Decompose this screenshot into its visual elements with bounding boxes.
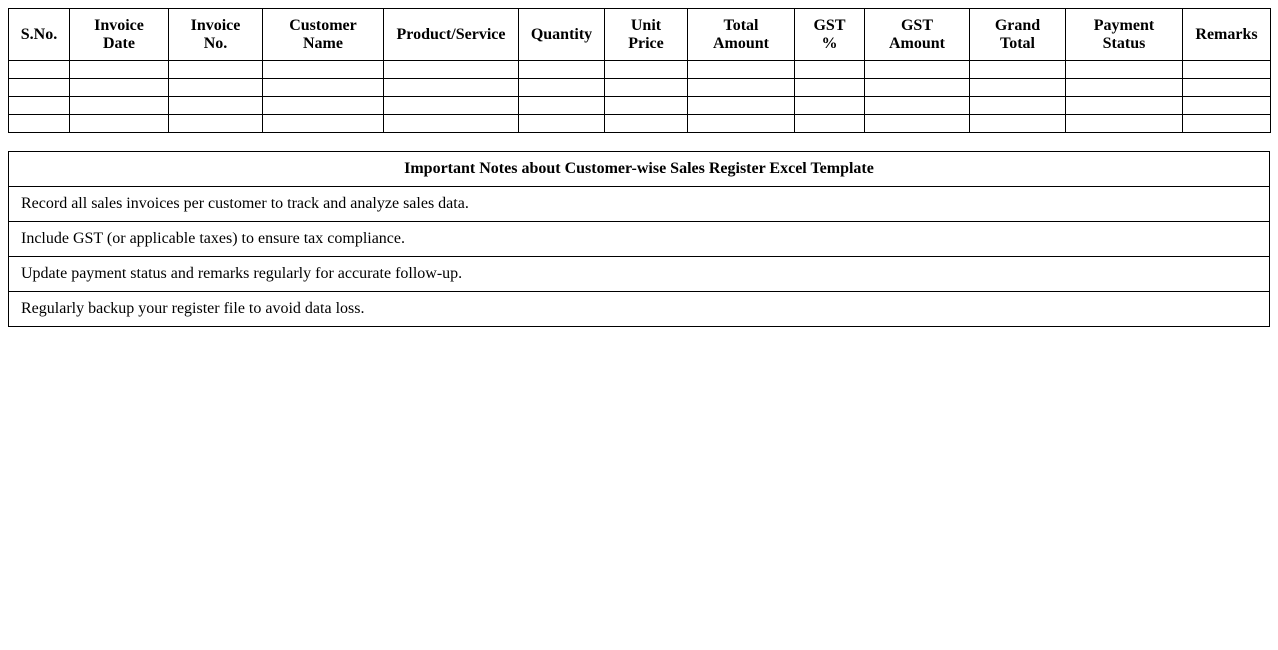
table-cell[interactable] bbox=[605, 97, 688, 115]
column-header-line: Amount bbox=[888, 34, 945, 52]
table-cell[interactable] bbox=[1183, 61, 1271, 79]
table-cell[interactable] bbox=[1183, 97, 1271, 115]
table-cell[interactable] bbox=[688, 115, 795, 133]
column-header-line: Price bbox=[628, 34, 664, 52]
table-cell[interactable] bbox=[70, 97, 169, 115]
table-cell[interactable] bbox=[605, 61, 688, 79]
table-cell[interactable] bbox=[970, 79, 1066, 97]
table-cell[interactable] bbox=[384, 97, 519, 115]
notes-table bbox=[8, 151, 1270, 327]
table-cell[interactable] bbox=[970, 97, 1066, 115]
column-header-line: Customer bbox=[289, 16, 357, 34]
column-header-line: Invoice bbox=[190, 16, 241, 34]
note-row bbox=[9, 292, 1270, 327]
table-cell[interactable] bbox=[169, 79, 263, 97]
table-cell[interactable] bbox=[1183, 115, 1271, 133]
table-cell[interactable] bbox=[795, 115, 865, 133]
column-header bbox=[688, 9, 795, 61]
column-header-line: S.No. bbox=[20, 25, 58, 43]
column-header-line: Total bbox=[1000, 34, 1035, 52]
column-header bbox=[70, 9, 169, 61]
table-row bbox=[9, 115, 1271, 133]
note-row bbox=[9, 257, 1270, 292]
column-header bbox=[1183, 9, 1271, 61]
table-cell[interactable] bbox=[169, 61, 263, 79]
column-header bbox=[519, 9, 605, 61]
table-cell[interactable] bbox=[519, 115, 605, 133]
column-header-line: Amount bbox=[712, 34, 769, 52]
table-cell[interactable] bbox=[384, 115, 519, 133]
table-cell[interactable] bbox=[970, 115, 1066, 133]
column-header-line: Payment bbox=[1093, 16, 1155, 34]
table-cell[interactable] bbox=[688, 79, 795, 97]
table-cell[interactable] bbox=[1066, 79, 1183, 97]
table-cell[interactable] bbox=[263, 79, 384, 97]
note-text: Regularly backup your register file to avoid data loss. bbox=[9, 292, 1270, 327]
table-cell[interactable] bbox=[9, 115, 70, 133]
column-header bbox=[605, 9, 688, 61]
table-cell[interactable] bbox=[865, 79, 970, 97]
table-row bbox=[9, 97, 1271, 115]
table-cell[interactable] bbox=[70, 115, 169, 133]
table-cell[interactable] bbox=[970, 61, 1066, 79]
register-body bbox=[9, 61, 1271, 133]
column-header-line: GST bbox=[813, 16, 846, 34]
table-cell[interactable] bbox=[9, 61, 70, 79]
column-header bbox=[9, 9, 70, 61]
notes-title-row bbox=[9, 152, 1270, 187]
table-cell[interactable] bbox=[1066, 115, 1183, 133]
column-header-line: No. bbox=[203, 34, 228, 52]
column-header-line: Total bbox=[723, 16, 759, 34]
note-row bbox=[9, 187, 1270, 222]
column-header-line: Unit bbox=[630, 16, 662, 34]
table-cell[interactable] bbox=[1066, 97, 1183, 115]
table-cell[interactable] bbox=[795, 97, 865, 115]
table-cell[interactable] bbox=[384, 61, 519, 79]
table-cell[interactable] bbox=[70, 61, 169, 79]
table-cell[interactable] bbox=[9, 97, 70, 115]
column-header-line: % bbox=[821, 34, 838, 52]
column-header bbox=[970, 9, 1066, 61]
column-header bbox=[1066, 9, 1183, 61]
column-header bbox=[169, 9, 263, 61]
table-cell[interactable] bbox=[519, 61, 605, 79]
table-cell[interactable] bbox=[519, 97, 605, 115]
column-header-line: Grand bbox=[994, 16, 1041, 34]
column-header-line: Product/Service bbox=[396, 25, 506, 43]
note-text: Update payment status and remarks regularly for accurate follow-up. bbox=[9, 257, 1270, 292]
table-cell[interactable] bbox=[263, 61, 384, 79]
table-cell[interactable] bbox=[865, 61, 970, 79]
table-cell[interactable] bbox=[688, 97, 795, 115]
note-row bbox=[9, 222, 1270, 257]
table-cell[interactable] bbox=[9, 79, 70, 97]
table-cell[interactable] bbox=[688, 61, 795, 79]
table-cell[interactable] bbox=[263, 97, 384, 115]
table-cell[interactable] bbox=[1183, 79, 1271, 97]
note-text: Include GST (or applicable taxes) to ensure tax compliance. bbox=[9, 222, 1270, 257]
table-cell[interactable] bbox=[795, 79, 865, 97]
column-header bbox=[263, 9, 384, 61]
sales-register-table bbox=[8, 8, 1271, 133]
column-header bbox=[865, 9, 970, 61]
column-header-line: Invoice bbox=[94, 16, 144, 34]
notes-body bbox=[9, 187, 1270, 327]
document bbox=[8, 8, 1270, 327]
column-header bbox=[795, 9, 865, 61]
notes-title: Important Notes about Customer-wise Sales Register Excel Template bbox=[9, 152, 1270, 187]
table-cell[interactable] bbox=[384, 79, 519, 97]
table-cell[interactable] bbox=[605, 79, 688, 97]
column-header-line: Remarks bbox=[1195, 25, 1258, 43]
column-header-line: Date bbox=[103, 34, 135, 52]
note-text: Record all sales invoices per customer to track and analyze sales data. bbox=[9, 187, 1270, 222]
table-cell[interactable] bbox=[263, 115, 384, 133]
table-cell[interactable] bbox=[519, 79, 605, 97]
column-header bbox=[384, 9, 519, 61]
table-cell[interactable] bbox=[169, 97, 263, 115]
table-cell[interactable] bbox=[1066, 61, 1183, 79]
table-cell[interactable] bbox=[70, 79, 169, 97]
column-header-line: Quantity bbox=[530, 25, 593, 43]
table-cell[interactable] bbox=[865, 97, 970, 115]
column-header-line: Name bbox=[303, 34, 343, 52]
column-header-line: Status bbox=[1102, 34, 1146, 52]
table-cell[interactable] bbox=[795, 61, 865, 79]
table-row bbox=[9, 79, 1271, 97]
table-row bbox=[9, 61, 1271, 79]
table-cell[interactable] bbox=[169, 115, 263, 133]
table-cell[interactable] bbox=[865, 115, 970, 133]
table-cell[interactable] bbox=[605, 115, 688, 133]
column-header-line: GST bbox=[900, 16, 933, 34]
header-row bbox=[9, 9, 1271, 61]
